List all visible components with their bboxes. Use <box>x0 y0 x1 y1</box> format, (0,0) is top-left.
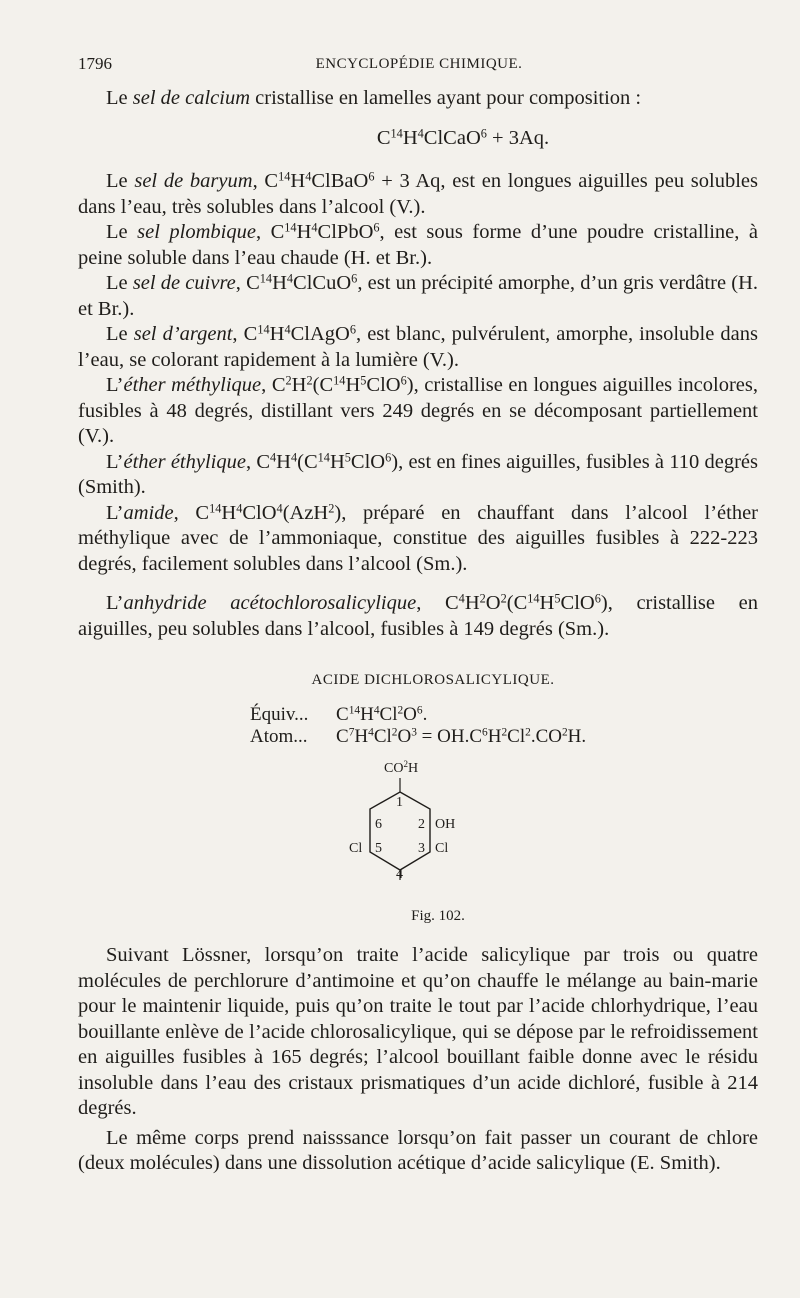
formula-table <box>250 704 758 748</box>
equiv-row: Équiv... $C^{14}H^4Cl^2O^6$. <box>250 703 428 725</box>
paragraph-cuivre: Le sel de cuivre, $C^{14}H^4ClCuO^6$, est un précipité amorphe, d’un gris verdâtre (H. et Br.). <box>78 271 758 320</box>
benzene-ring-svg <box>328 754 488 902</box>
atom-row: Atom... $C^7H^4Cl^2O^3 = OH.C^6H^2Cl^2.CO^2H$. <box>250 725 587 747</box>
figure-caption: Fig. 102. <box>411 907 465 924</box>
term-plombique: sel plombique <box>137 221 256 243</box>
paragraph-lossner: Suivant Lössner, lorsqu’on traite l’acide salicylique par trois ou quatre molécules de perchlorure d’antimoine et qu’on chauffe le mélange au bain-marie pour le maintenir liquide, puis qu’on traite le tout par l’acide chlorhydrique, l’eau bouillante enlève de l’acide chlorosalicylique, qui se dépose par le refroidissement en aiguilles fusibles à 165 degrés; l’alcool bouillant faible donne avec le résidu insoluble dans l’eau des cristaux prismatiques d’un acide dichloré, fusible à 214 degrés. <box>78 944 758 1119</box>
paragraph-ether-methylique: L’éther méthylique, $C^2H^2(C^{14}H^5ClO^6)$, cristallise en longues aiguilles incolores, fusibles à 48 degrés, distillant vers 249 degrés en se décomposant partiellement (V.). <box>78 373 759 447</box>
paragraph-anhydride: L’anhydride acétochlorosalicylique, $C^4H^2O^2(C^{14}H^5ClO^6)$, cristallise en aiguilles, peu solubles dans l’alcool, fusibles à 149 degrés (Sm.). <box>78 591 758 640</box>
term-anhydride: anhydride acétochlorosalicylique <box>123 592 417 614</box>
paragraph-baryum: Le sel de baryum, $C^{14}H^4ClBaO^6 + 3$ Aq, est en longues aiguilles peu solubles dans l’eau, très solubles dans l’alcool (V.). <box>78 169 759 218</box>
position-3: 3 <box>418 840 425 856</box>
position-5: 5 <box>375 840 382 856</box>
paragraph-plombique: Le sel plombique, $C^{14}H^4ClPbO^6$, est sous forme d’une poudre cristalline, à peine soluble dans l’eau chaude (H. et Br.). <box>78 220 758 269</box>
paragraph-calcium: Le sel de calcium cristallise en lamelles ayant pour composition : <box>106 87 642 109</box>
term-baryum: sel de baryum <box>134 170 253 192</box>
page-body <box>78 86 758 1177</box>
term-calcium: sel de calcium <box>132 87 251 109</box>
term-amide: amide <box>123 501 174 524</box>
position-6: 6 <box>375 816 382 832</box>
page-header <box>78 54 760 78</box>
term-cuivre: sel de cuivre <box>132 272 236 294</box>
benzene-ring-diagram <box>78 754 758 904</box>
term-ether-ethylique: éther éthylique <box>123 450 246 473</box>
running-title: ENCYCLOPÉDIE CHIMIQUE. <box>315 56 523 72</box>
paragraph-ether-ethylique: L’éther éthylique, $C^4H^4(C^{14}H^5ClO^6)$, est en fines aiguilles, fusibles à 110 degrés (Smith). <box>78 449 758 498</box>
term-argent: sel d’argent <box>133 323 233 345</box>
substituent-cl-3: Cl <box>435 840 449 856</box>
group-top: $CO^2H$ <box>384 758 419 776</box>
position-2: 2 <box>418 816 425 832</box>
position-1: 1 <box>396 794 403 810</box>
term-ether-methylique: éther méthylique <box>123 374 262 396</box>
page-number: 1796 <box>78 54 112 73</box>
paragraph-amide: L’amide, $C^{14}H^4ClO^4(AzH^2)$, préparé en chauffant dans l’alcool l’éther méthylique avec de l’ammoniaque, constitue des aiguilles fusibles à 222-223 degrés, facilement solubles dans l’alcool (Sm.). <box>78 500 759 575</box>
paragraph-smith: Le même corps prend naisssance lorsqu’on fait passer un courant de chlore (deux molécules) dans une dissolution acétique d’acide salicylique (E. Smith). <box>78 1126 758 1174</box>
substituent-oh: OH <box>435 816 456 832</box>
section-title: ACIDE DICHLOROSALICYLIQUE. <box>311 672 555 688</box>
paragraph-argent: Le sel d’argent, $C^{14}H^4ClAgO^6$, est blanc, pulvérulent, amorphe, insoluble dans l’eau, se colorant rapidement à la lumière (V.). <box>78 322 758 371</box>
formula-calcium: $C^{14}H^4ClCaO^6 + 3Aq$. <box>376 125 550 149</box>
substituent-cl-5: Cl <box>349 840 363 856</box>
position-4: 4 <box>396 866 403 882</box>
